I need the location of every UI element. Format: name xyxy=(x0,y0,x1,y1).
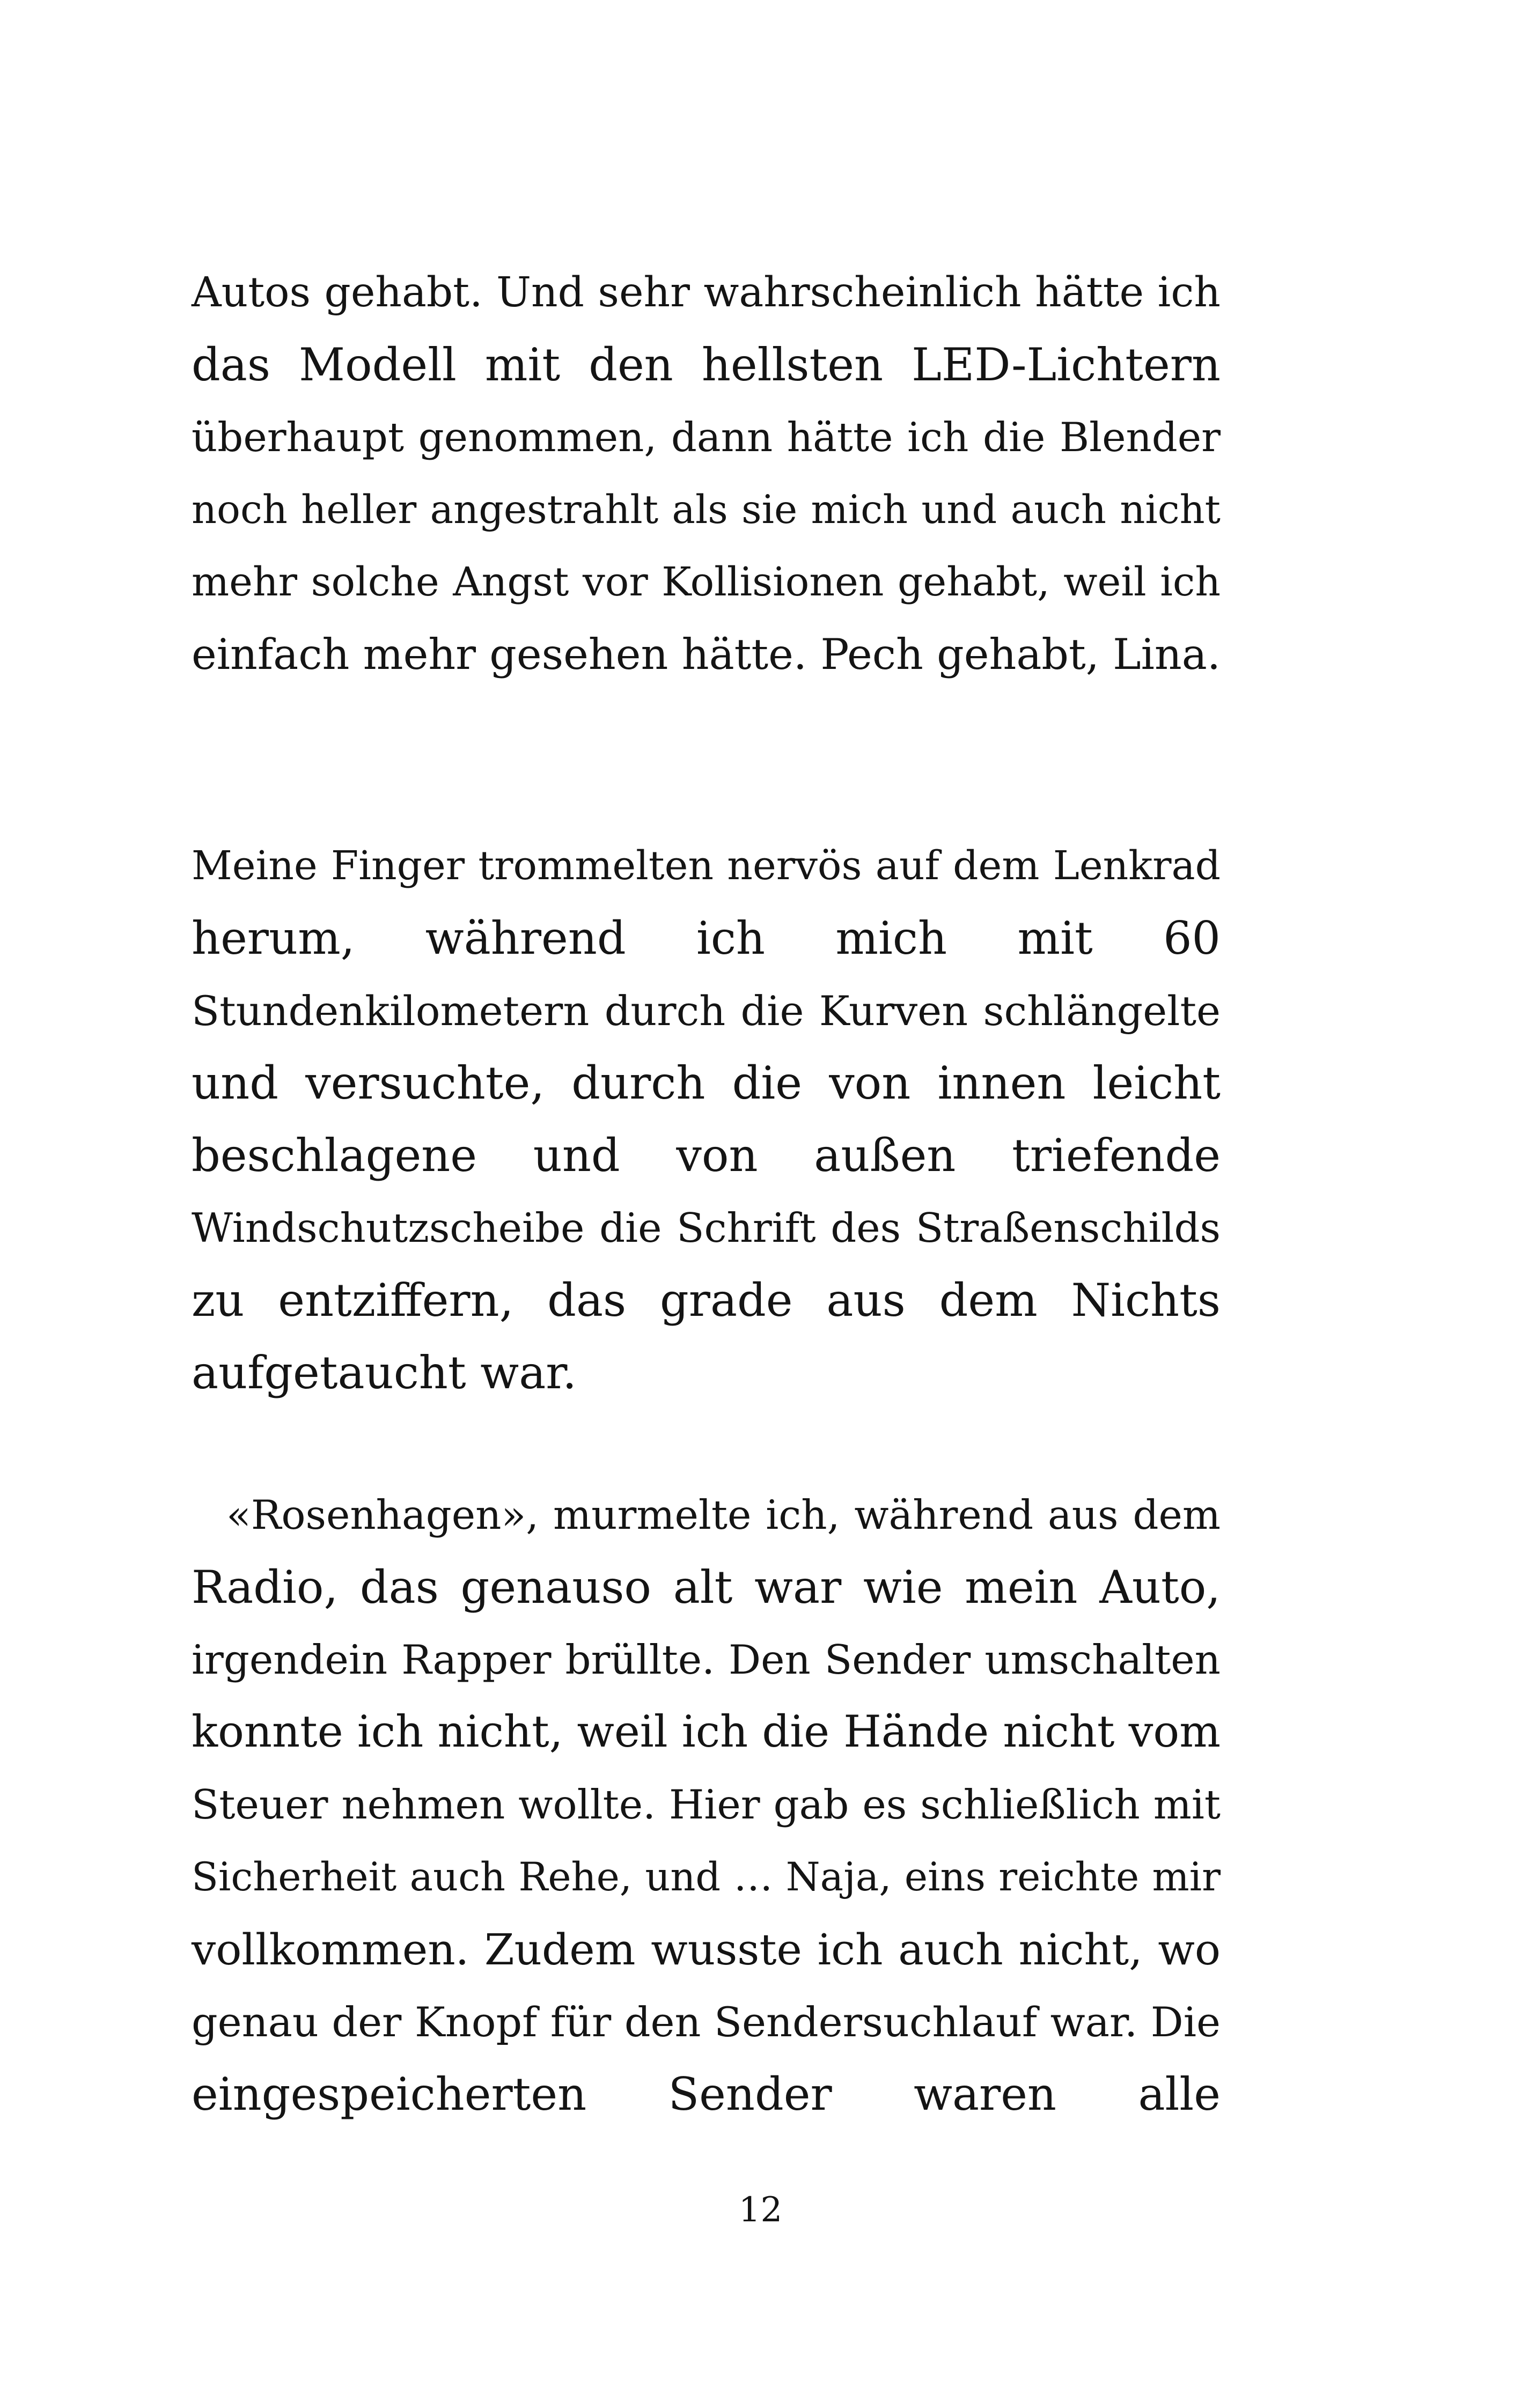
paragraph-1 xyxy=(192,256,1221,691)
text-line: noch heller angestrahlt als sie mich und auch nicht xyxy=(192,487,1221,533)
text-line: «Rosenhagen», murmelte ich, während aus dem xyxy=(226,1491,1221,1538)
text-line: Stundenkilometern durch die Kurven schlängelte xyxy=(192,987,1221,1035)
text-line: beschlagene und von außen triefende xyxy=(192,1129,1221,1182)
text-line: Sicherheit auch Rehe, und … Naja, eins reichte mir xyxy=(192,1854,1221,1900)
page-number: 12 xyxy=(738,2190,783,2230)
text-line: das Modell mit den hellsten LED-Lichtern xyxy=(192,338,1221,391)
text-line: und versuchte, durch die von innen leicht xyxy=(192,1057,1221,1109)
text-line: aufgetaucht war. xyxy=(192,1346,577,1399)
text-line: konnte ich nicht, weil ich die Hände nicht vom xyxy=(192,1707,1221,1757)
text-line: Steuer nehmen wollte. Hier gab es schließlich mit xyxy=(192,1781,1221,1828)
paragraph-2 xyxy=(192,830,1221,1409)
text-line: Meine Finger trommelten nervös auf dem Lenkrad xyxy=(192,843,1221,889)
paragraph-3 xyxy=(192,1479,1221,2131)
text-line: zu entziffern, das grade aus dem Nichts xyxy=(192,1274,1221,1327)
text-line: Radio, das genauso alt war wie mein Auto, xyxy=(192,1561,1221,1614)
text-line: eingespeicherten Sender waren alle xyxy=(192,2068,1221,2120)
text-line: Autos gehabt. Und sehr wahrscheinlich hätte ich xyxy=(192,269,1221,316)
text-line: einfach mehr gesehen hätte. Pech gehabt, Lina. xyxy=(192,630,1221,679)
text-line: mehr solche Angst vor Kollisionen gehabt, weil ich xyxy=(192,559,1221,605)
text-line: genau der Knopf für den Sendersuchlauf war. Die xyxy=(192,1998,1221,2046)
text-line: überhaupt genommen, dann hätte ich die Blender xyxy=(192,414,1221,461)
text-line: vollkommen. Zudem wusste ich auch nicht, wo xyxy=(192,1925,1221,1975)
text-line: Windschutzscheibe die Schrift des Straßenschilds xyxy=(192,1204,1221,1251)
text-line: herum, während ich mich mit 60 xyxy=(192,912,1221,964)
text-line: irgendein Rapper brüllte. Den Sender umschalten xyxy=(192,1636,1221,1683)
